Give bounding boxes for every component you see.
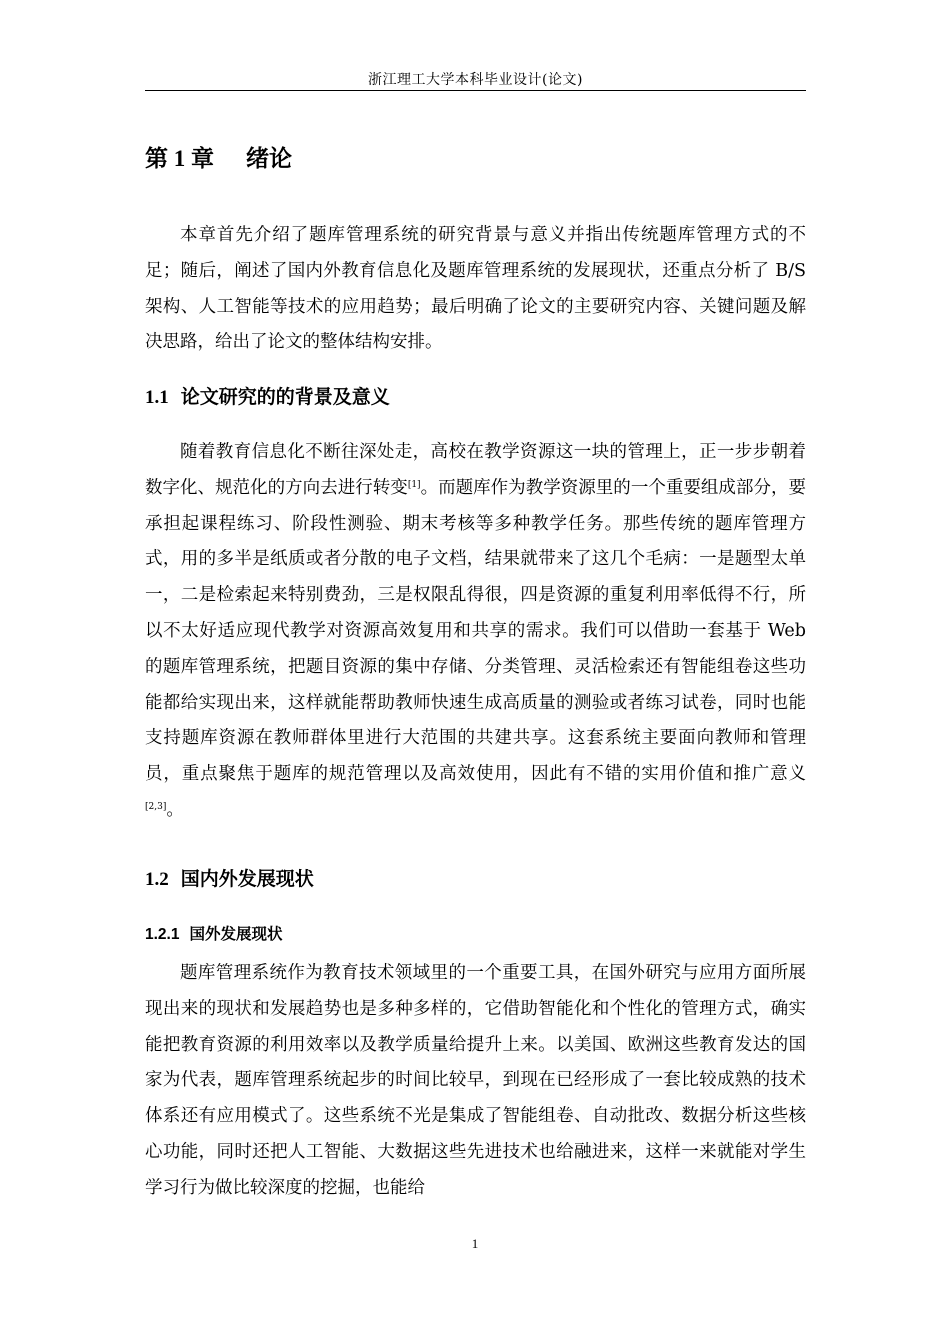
chapter-number: 第 1 章	[145, 146, 214, 171]
subsection-number: 1.2.1	[145, 926, 180, 943]
citation-ref: [1]	[407, 479, 421, 490]
page-number: 1	[471, 1236, 479, 1251]
section-title: 论文研究的的背景及意义	[180, 386, 390, 408]
section-title: 国内外发展现状	[180, 868, 314, 890]
paragraph-text: 。	[166, 799, 184, 820]
chapter-heading	[145, 142, 292, 176]
chapter-title: 绪论	[246, 145, 293, 172]
section-heading-1-2	[145, 864, 314, 895]
foreign-status-paragraph: 题库管理系统作为教育技术领域里的一个重要工具，在国外研究与应用方面所展现出来的现状和发展趋势也是多种多样的，它借助智能化和个性化的管理方式，确实能把教育资源的利用效率以及教学质量给提升上来。以美国、欧洲这些教育发达的国家为代表，题库管理系统起步的时间比较早，到现在已经形成了一套比较成熟的技术体系还有应用模式了。这些系统不光是集成了智能组卷、自动批改、数据分析这些核心功能，同时还把人工智能、大数据这些先进技术也给融进来，这样一来就能对学生学习行为做比较深度的挖掘，也能给	[145, 963, 806, 1198]
background-paragraph	[145, 435, 806, 829]
page-header-title: 浙江理工大学本科毕业设计(论文)	[368, 72, 583, 88]
subsection-title: 国外发展现状	[189, 925, 283, 943]
paragraph-text: 随着教育信息化不断往深处走，高校在教学资源这一块的管理上，正一步步朝着数字化、规范化的方向去进行转变	[145, 442, 806, 498]
intro-paragraph: 本章首先介绍了题库管理系统的研究背景与意义并指出传统题库管理方式的不足；随后，阐述了国内外教育信息化及题库管理系统的发展现状，还重点分析了 B/S 架构、人工智能等技术的应用趋势；最后明确了论文的主要研究内容、关键问题及解决思路，给出了论文的整体结构安排。	[145, 225, 806, 353]
citation-ref: [2,3]	[145, 801, 167, 812]
paragraph-text: 。而题库作为教学资源里的一个重要组成部分，要承担起课程练习、阶段性测验、期末考核等多种教学任务。那些传统的题库管理方式，用的多半是纸质或者分散的电子文档，结果就带来了这几个毛病：一是题型太单一，二是检索起来特别费劲，三是权限乱得很，四是资源的重复利用率低得不行，所以不太好适应现代教学对资源高效复用和共享的需求。我们可以借助一套基于 Web 的题库管理系统，把题目资源的集中存储、分类管理、灵活检索还有智能组卷这些功能都给实现出来，这样就能帮助教师快速生成高质量的测验或者练习试卷，同时也能支持题库资源在教师群体里进行大范围的共建共享。这套系统主要面向教师和管理员，重点聚焦于题库的规范管理以及高效使用，因此有不错的实用价值和推广意义	[145, 477, 807, 785]
section-heading-1-1	[145, 382, 390, 413]
section-number: 1.2	[145, 869, 169, 890]
header-rule	[145, 90, 806, 91]
section-number: 1.1	[145, 387, 169, 408]
subsection-heading-1-2-1	[145, 921, 283, 948]
